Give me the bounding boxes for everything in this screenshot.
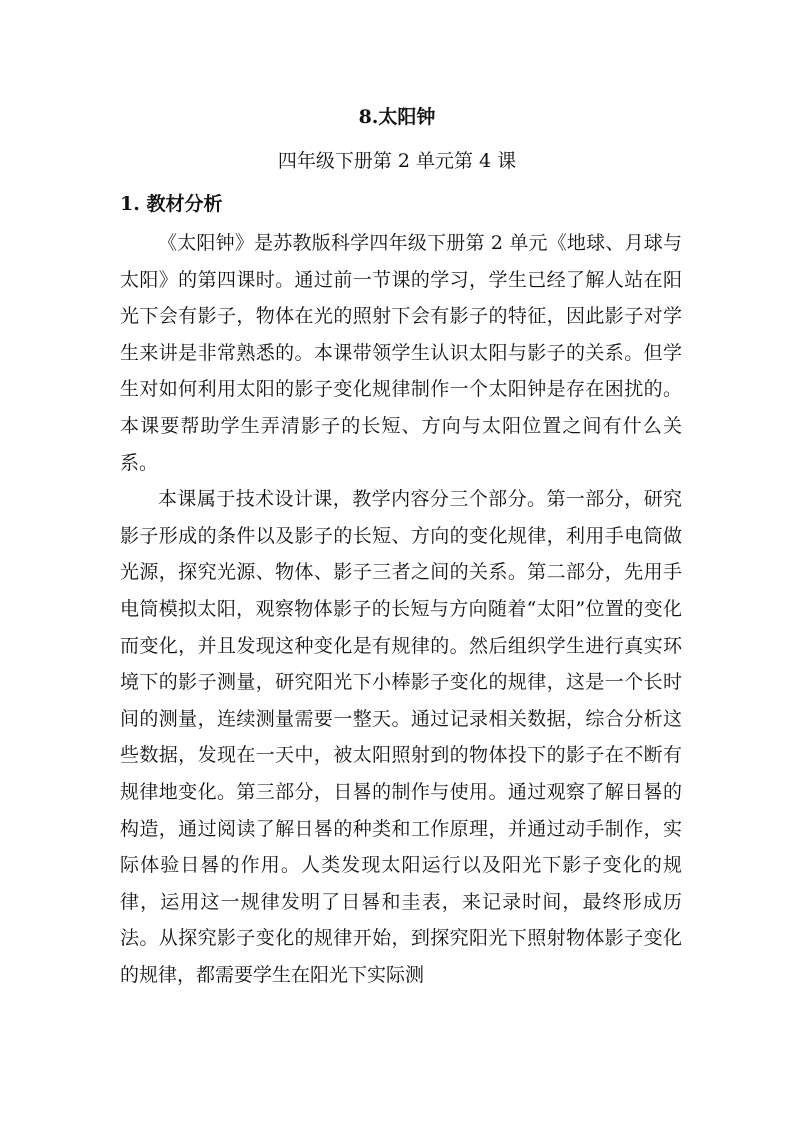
paragraph-1: 《太阳钟》是苏教版科学四年级下册第 2 单元《地球、月球与太阳》的第四课时。通过前一节课的学习，学生已经了解人站在阳光下会有影子，物体在光的照射下会有影子的特征，因此影子对学生来讲是非常熟悉的。本课带领学生认识太阳与影子的关系。但学生对如何利用太阳的影子变化规律制作一个太阳钟是存在困扰的。本课要帮助学生弄清影子的长短、方向与太阳位置之间有什么关系。: [120, 232, 682, 474]
section-heading: 1. 教材分析: [120, 193, 223, 215]
body-text: [120, 225, 682, 993]
document-title: 8.太阳钟: [358, 106, 436, 128]
document-subtitle: 四年级下册第 2 单元第 4 课: [277, 150, 517, 172]
paragraph-2: 本课属于技术设计课，教学内容分三个部分。第一部分，研究影子形成的条件以及影子的长短、方向的变化规律，利用手电筒做光源，探究光源、物体、影子三者之间的关系。第二部分，先用手电筒模拟太阳，观察物体影子的长短与方向随着“太阳”位置的变化而变化，并且发现这种变化是有规律的。然后组织学生进行真实环境下的影子测量，研究阳光下小棒影子变化的规律，这是一个长时间的测量，连续测量需要一整天。通过记录相关数据，综合分析这些数据，发现在一天中，被太阳照射到的物体投下的影子在不断有规律地变化。第三部分，日晷的制作与使用。通过观察了解日晷的构造，通过阅读了解日晷的种类和工作原理，并通过动手制作，实际体验日晷的作用。人类发现太阳运行以及阳光下影子变化的规律，运用这一规律发明了日晷和圭表，来记录时间，最终形成历法。从探究影子变化的规律开始，到探究阳光下照射物体影子变化的规律，都需要学生在阳光下实际测: [120, 488, 682, 986]
